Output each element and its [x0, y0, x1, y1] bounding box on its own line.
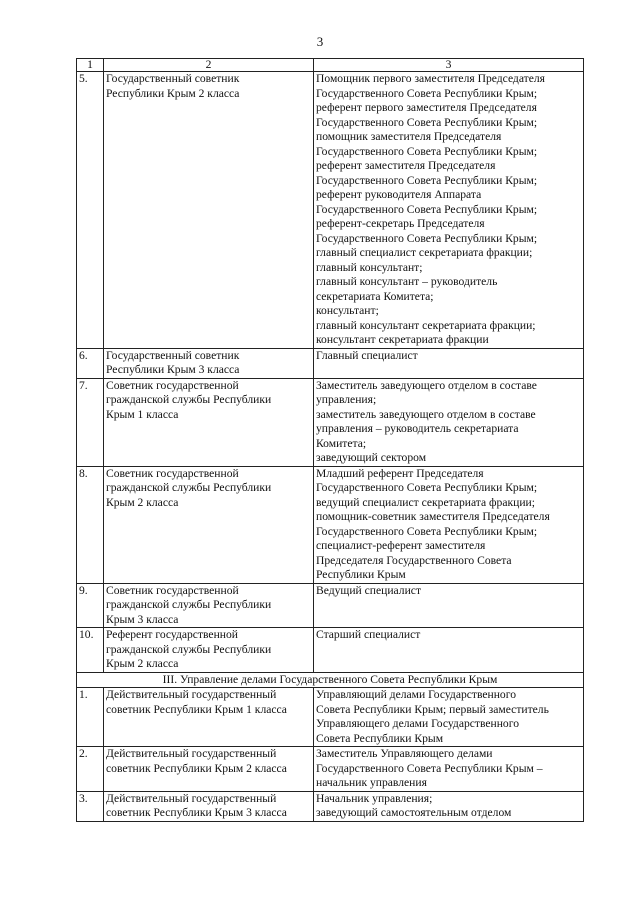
- table-row: [77, 348, 584, 378]
- positions-cell-line: Заместитель Управляющего делами: [316, 747, 493, 760]
- header-col-1: 1: [77, 59, 104, 72]
- positions-cell: [314, 466, 584, 583]
- positions-cell-line: помощник-советник заместителя Председателя: [316, 510, 550, 523]
- positions-cell: [314, 688, 584, 747]
- section-title: III. Управление делами Государственного Совета Республики Крым: [77, 672, 584, 688]
- positions-cell-line: Государственного Совета Республики Крым;: [316, 481, 538, 494]
- positions-cell-line: референт заместителя Председателя: [316, 159, 496, 172]
- row-number: 9.: [77, 583, 104, 628]
- rank-cell: [104, 747, 314, 792]
- positions-cell: [314, 628, 584, 673]
- positions-cell-line: Государственного Совета Республики Крым;: [316, 173, 538, 187]
- positions-cell-line: референт руководителя Аппарата: [316, 188, 482, 201]
- positions-cell-line: секретариата Комитета;: [316, 289, 434, 303]
- positions-cell-line: референт первого заместителя Председателя: [316, 101, 537, 114]
- rank-cell-line: Крым 2 класса: [106, 495, 179, 509]
- positions-cell-line: Совета Республики Крым; первый заместитель: [316, 702, 549, 716]
- positions-cell-line: управления;: [316, 393, 377, 406]
- rank-cell-line: Советник государственной: [106, 378, 239, 392]
- rank-cell: [104, 378, 314, 466]
- positions-cell-line: Старший специалист: [316, 628, 421, 641]
- rank-cell-line: советник Республики Крым 1 класса: [106, 702, 287, 716]
- positions-cell-line: Управляющего делами Государственного: [316, 717, 519, 730]
- positions-cell-line: главный консультант – руководитель: [316, 275, 498, 288]
- positions-cell-line: Государственного Совета Республики Крым;: [316, 231, 538, 245]
- table-row: [77, 583, 584, 628]
- rank-cell-line: Референт государственной: [106, 628, 238, 641]
- positions-cell-line: помощник заместителя Председателя: [316, 130, 502, 143]
- positions-cell-line: главный специалист секретариата фракции;: [316, 246, 533, 259]
- positions-cell-line: Государственного Совета Республики Крым;: [316, 115, 538, 129]
- positions-cell-line: Помощник первого заместителя Председателя: [316, 72, 546, 85]
- row-number: 3.: [77, 791, 104, 821]
- rank-cell-line: Республики Крым 3 класса: [106, 363, 240, 376]
- positions-table: [76, 58, 584, 822]
- positions-cell-line: главный консультант секретариата фракции;: [316, 318, 536, 332]
- rank-cell-line: советник Республики Крым 3 класса: [106, 806, 287, 819]
- positions-cell-line: ведущий специалист секретариата фракции;: [316, 495, 535, 509]
- positions-cell: [314, 348, 584, 378]
- table-row: [77, 791, 584, 821]
- rank-cell: [104, 628, 314, 673]
- rank-cell-line: гражданской службы Республики: [106, 393, 272, 406]
- positions-cell-line: Председателя Государственного Совета: [316, 553, 512, 567]
- rank-cell-line: Действительный государственный: [106, 791, 277, 805]
- positions-cell-line: Государственного Совета Республики Крым;: [316, 524, 538, 538]
- rank-cell-line: Республики Крым 2 класса: [106, 86, 240, 100]
- positions-cell-line: специалист-референт заместителя: [316, 539, 486, 552]
- table-row: [77, 688, 584, 747]
- row-number: 8.: [77, 466, 104, 583]
- rank-cell: [104, 348, 314, 378]
- rank-cell-line: Действительный государственный: [106, 688, 277, 701]
- rank-cell-line: гражданской службы Республики: [106, 642, 272, 656]
- positions-cell-line: Заместитель заведующего отделом в составе: [316, 378, 537, 392]
- rank-cell: [104, 688, 314, 747]
- rank-cell-line: советник Республики Крым 2 класса: [106, 761, 287, 775]
- rank-cell: [104, 791, 314, 821]
- rank-cell-line: Крым 2 класса: [106, 657, 179, 670]
- table-row: [77, 628, 584, 673]
- positions-cell: [314, 72, 584, 349]
- table-body: [77, 59, 584, 822]
- table-header-row: [77, 59, 584, 72]
- table-row: [77, 378, 584, 466]
- positions-cell-line: Государственного Совета Республики Крым;: [316, 202, 538, 216]
- row-number: 2.: [77, 747, 104, 792]
- table-row: [77, 72, 584, 349]
- positions-cell-line: Комитета;: [316, 436, 367, 450]
- positions-cell-line: Управляющий делами Государственного: [316, 688, 516, 701]
- rank-cell-line: Советник государственной: [106, 583, 239, 597]
- positions-cell-line: начальник управления: [316, 776, 427, 789]
- positions-cell-line: консультант;: [316, 304, 379, 317]
- rank-cell: [104, 72, 314, 349]
- rank-cell-line: Советник государственной: [106, 466, 239, 480]
- positions-cell-line: Ведущий специалист: [316, 583, 422, 597]
- positions-cell-line: Главный специалист: [316, 348, 418, 362]
- positions-cell-line: управления – руководитель секретариата: [316, 422, 519, 435]
- positions-cell-line: Младший референт Председателя: [316, 466, 484, 480]
- positions-cell-line: Государственного Совета Республики Крым –: [316, 761, 543, 775]
- row-number: 5.: [77, 72, 104, 349]
- rank-cell-line: Государственный советник: [106, 348, 240, 362]
- row-number: 1.: [77, 688, 104, 747]
- positions-cell-line: консультант секретариата фракции: [316, 333, 489, 346]
- row-number: 6.: [77, 348, 104, 378]
- positions-cell-line: заведующий самостоятельным отделом: [316, 806, 512, 819]
- page-number: 3: [316, 34, 324, 49]
- rank-cell-line: гражданской службы Республики: [106, 481, 272, 494]
- rank-cell-line: Действительный государственный: [106, 747, 277, 760]
- rank-cell: [104, 583, 314, 628]
- table-row: [77, 466, 584, 583]
- positions-cell-line: заместитель заведующего отделом в составе: [316, 407, 536, 421]
- positions-cell: [314, 747, 584, 792]
- header-col-3: 3: [314, 59, 584, 72]
- positions-cell-line: Государственного Совета Республики Крым;: [316, 144, 538, 158]
- table-row: [77, 747, 584, 792]
- positions-cell: [314, 583, 584, 628]
- rank-cell-line: гражданской службы Республики: [106, 598, 272, 611]
- positions-cell-line: Государственного Совета Республики Крым;: [316, 86, 538, 100]
- row-number: 7.: [77, 378, 104, 466]
- section-row: [77, 672, 584, 688]
- positions-cell-line: заведующий сектором: [316, 451, 427, 464]
- positions-cell-line: главный консультант;: [316, 260, 423, 274]
- rank-cell-line: Крым 1 класса: [106, 407, 179, 421]
- positions-cell-line: Совета Республики Крым: [316, 731, 444, 745]
- positions-cell-line: Начальник управления;: [316, 791, 433, 805]
- rank-cell: [104, 466, 314, 583]
- positions-cell: [314, 378, 584, 466]
- header-col-2: 2: [104, 59, 314, 72]
- rank-cell-line: Государственный советник: [106, 72, 240, 85]
- positions-cell-line: референт-секретарь Председателя: [316, 217, 485, 230]
- positions-cell: [314, 791, 584, 821]
- positions-cell-line: Республики Крым: [316, 568, 406, 581]
- rank-cell-line: Крым 3 класса: [106, 612, 179, 626]
- row-number: 10.: [77, 628, 104, 673]
